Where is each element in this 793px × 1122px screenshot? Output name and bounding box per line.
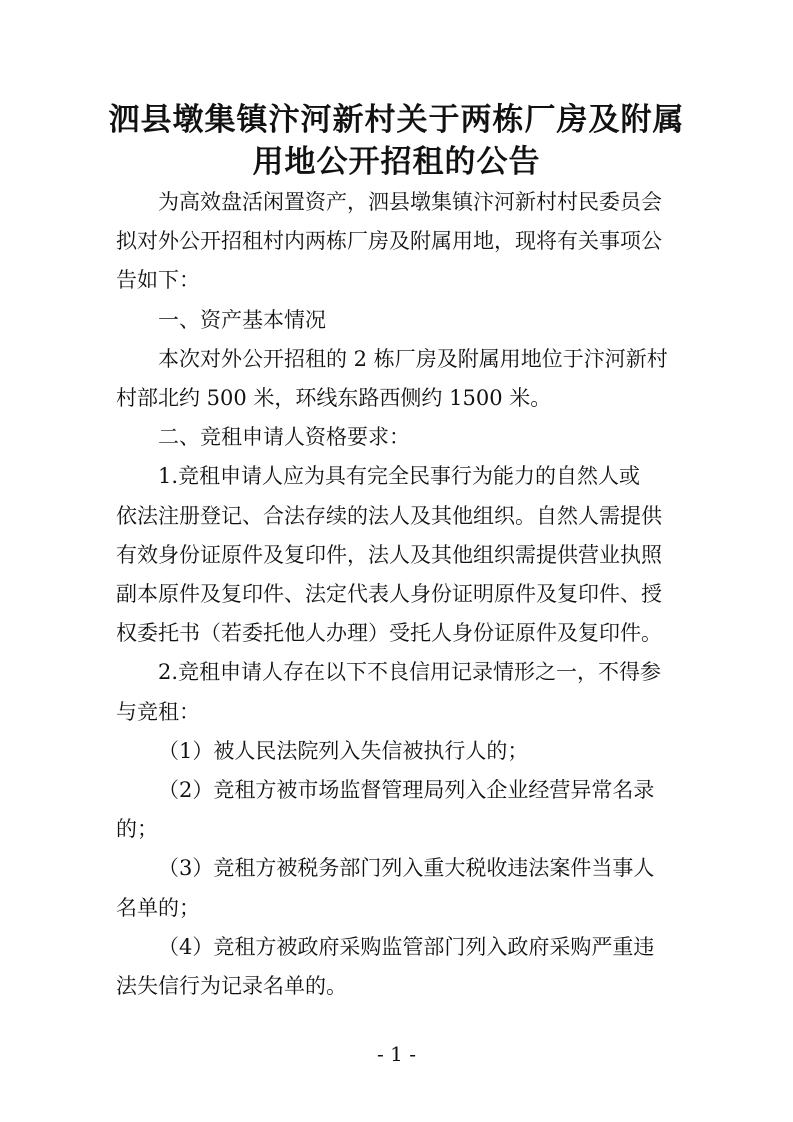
body-line: 的； [116,817,158,842]
body-line: 副本原件及复印件、法定代表人身份证明原件及复印件、授 [116,582,662,607]
body-line: （3）竞租方被税务部门列入重大税收违法案件当事人 [158,856,655,881]
body-line: 法失信行为记录名单的。 [116,974,347,999]
body-line: 2.竞租申请人存在以下不良信用记录情形之一，不得参 [158,660,662,685]
body-line: 1.竞租申请人应为具有完全民事行为能力的自然人或 [158,464,641,489]
body-line: 告如下： [116,268,200,293]
body-line: （4）竞租方被政府采购监管部门列入政府采购严重违 [158,934,655,959]
body-line: 与竞租： [116,699,200,724]
document-title-line-2: 用地公开招租的公告 [252,144,541,180]
document-body [116,183,678,1006]
document-title-line-1: 泗县墩集镇汴河新村关于两栋厂房及附属 [108,102,685,138]
body-line: 二、竞租申请人资格要求： [158,425,410,450]
body-line: 依法注册登记、合法存续的法人及其他组织。自然人需提供 [116,503,662,528]
body-line: 村部北约 500 米，环线东路西侧约 1500 米。 [116,386,552,411]
body-line: 拟对外公开招租村内两栋厂房及附属用地，现将有关事项公 [116,229,662,254]
body-line: 有效身份证原件及复印件，法人及其他组织需提供营业执照 [116,542,662,567]
body-line: （2）竞租方被市场监督管理局列入企业经营异常名录 [158,778,655,803]
body-line: 为高效盘活闲置资产，泗县墩集镇汴河新村村民委员会 [158,190,662,214]
body-line: 本次对外公开招租的 2 栋厂房及附属用地位于汴河新村 [158,346,668,371]
body-line: 权委托书（若委托他人办理）受托人身份证原件及复印件。 [116,621,662,646]
body-line: 一、资产基本情况 [158,307,326,332]
page-number: - 1 - [377,1042,416,1066]
body-line: （1）被人民法院列入失信被执行人的； [158,738,529,763]
body-line: 名单的； [116,895,200,920]
